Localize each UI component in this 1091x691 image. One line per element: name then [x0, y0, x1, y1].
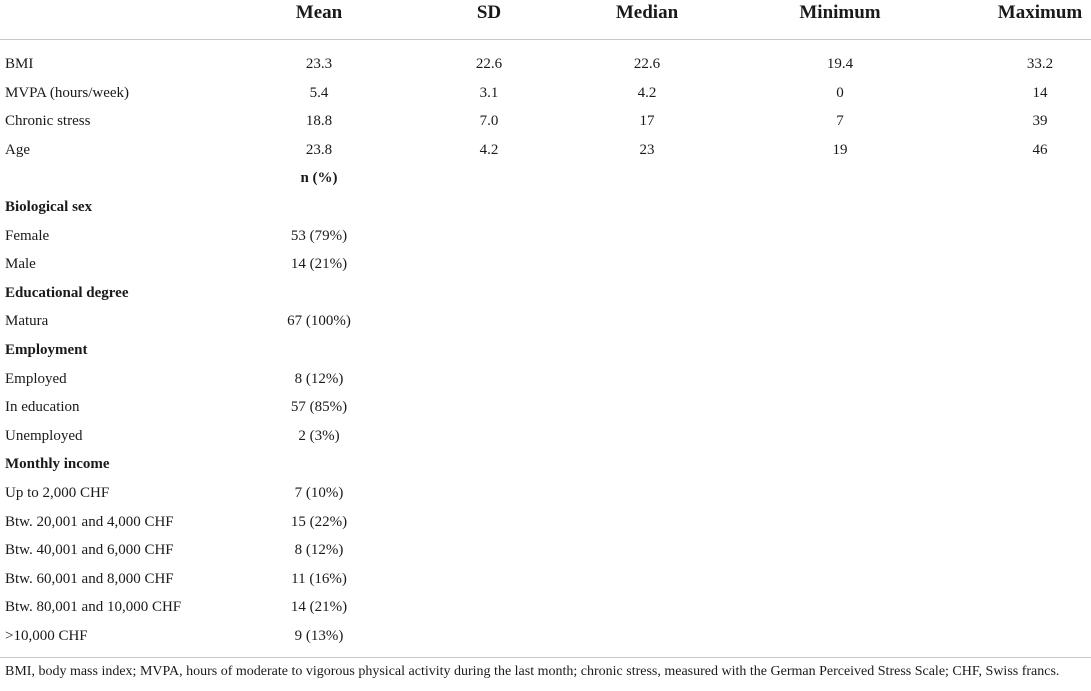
cell-label: Up to 2,000 CHF — [5, 485, 110, 501]
cell-minimum: 7 — [836, 113, 844, 130]
cell-label: Biological sex — [5, 199, 93, 215]
section-row — [0, 450, 1091, 478]
cell-sd: 7.0 — [479, 113, 499, 130]
table-row — [0, 250, 1091, 278]
cell-label: Monthly income — [5, 456, 110, 473]
cell-minimum: 19 — [832, 141, 848, 158]
table-header — [0, 0, 1091, 40]
cell-label: Employed — [5, 370, 67, 387]
footnote-divider — [0, 657, 1091, 658]
cell-label: Btw. 80,001 and 10,000 CHF — [5, 599, 182, 616]
header-maximum: Maximum — [997, 2, 1083, 23]
cell-maximum: 14 — [1032, 84, 1048, 101]
header-sd: SD — [476, 2, 502, 23]
table-row — [0, 422, 1091, 450]
cell-mean: 8 (12%) — [294, 370, 344, 387]
table-row — [0, 508, 1091, 536]
cell-median: 17 — [639, 113, 655, 130]
cell-label: Matura — [5, 313, 49, 330]
table-row — [0, 536, 1091, 564]
table-row — [0, 479, 1091, 507]
cell-minimum: 19.4 — [826, 56, 854, 72]
cell-sd: 22.6 — [475, 56, 503, 72]
cell-maximum: 39 — [1032, 113, 1048, 130]
table-row — [0, 565, 1091, 593]
cell-mean: 53 (79%) — [290, 227, 348, 244]
cell-label: Educational degree — [5, 284, 129, 301]
table-footnote: BMI, body mass index; MVPA, hours of moderate to vigorous physical activity during the last month; chronic stress, measured with the German Perceived Stress Scale; CHF, Swiss francs. — [5, 664, 1060, 679]
cell-label: Chronic stress — [5, 113, 91, 130]
table-row — [0, 593, 1091, 621]
cell-label: Btw. 60,001 and 8,000 CHF — [5, 570, 174, 587]
cell-mean: 11 (16%) — [291, 570, 347, 587]
cell-label: Age — [5, 141, 30, 158]
subheader-row — [0, 164, 1091, 192]
cell-median: 4.2 — [637, 84, 657, 101]
cell-sd: 3.1 — [479, 84, 499, 101]
cell-label: Female — [5, 227, 50, 244]
table-row — [0, 365, 1091, 393]
cell-label: Btw. 20,001 and 4,000 CHF — [5, 513, 174, 530]
table-row — [0, 50, 1091, 78]
header-minimum: Minimum — [799, 2, 881, 23]
section-row — [0, 279, 1091, 307]
table-row — [0, 79, 1091, 107]
cell-mean: n (%) — [300, 170, 338, 187]
cell-median: 23 — [639, 141, 655, 158]
cell-mean: 14 (21%) — [290, 256, 348, 273]
cell-mean: 5.4 — [309, 84, 329, 101]
cell-median: 22.6 — [633, 56, 661, 72]
cell-label: Btw. 40,001 and 6,000 CHF — [5, 542, 174, 559]
table-row — [0, 136, 1091, 164]
cell-label: Male — [5, 256, 36, 273]
cell-mean: 9 (13%) — [294, 628, 344, 644]
cell-maximum: 46 — [1032, 141, 1048, 158]
cell-mean: 23.8 — [305, 141, 333, 158]
cell-label: >10,000 CHF — [5, 628, 88, 644]
cell-mean: 57 (85%) — [290, 399, 348, 416]
header-divider — [0, 39, 1091, 40]
cell-sd: 4.2 — [479, 141, 499, 158]
cell-label: Employment — [5, 342, 88, 358]
cell-mean: 2 (3%) — [298, 427, 340, 444]
cell-mean: 18.8 — [305, 113, 333, 130]
section-row — [0, 193, 1091, 221]
cell-mean: 67 (100%) — [287, 313, 351, 330]
section-row — [0, 336, 1091, 364]
cell-label: In education — [5, 399, 80, 416]
cell-label: Unemployed — [5, 427, 83, 444]
table-row — [0, 622, 1091, 650]
table-row — [0, 393, 1091, 421]
header-mean: Mean — [295, 2, 343, 23]
cell-mean: 8 (12%) — [294, 542, 344, 559]
table-row — [0, 222, 1091, 250]
table-row — [0, 107, 1091, 135]
cell-mean: 7 (10%) — [294, 485, 344, 501]
cell-minimum: 0 — [836, 84, 844, 101]
cell-mean: 15 (22%) — [290, 513, 348, 530]
cell-label: MVPA (hours/week) — [5, 84, 130, 101]
cell-mean: 23.3 — [305, 56, 333, 72]
cell-label: BMI — [5, 56, 34, 72]
cell-mean: 14 (21%) — [290, 599, 348, 616]
header-median: Median — [615, 2, 679, 23]
table-row — [0, 307, 1091, 335]
cell-maximum: 33.2 — [1026, 56, 1054, 72]
